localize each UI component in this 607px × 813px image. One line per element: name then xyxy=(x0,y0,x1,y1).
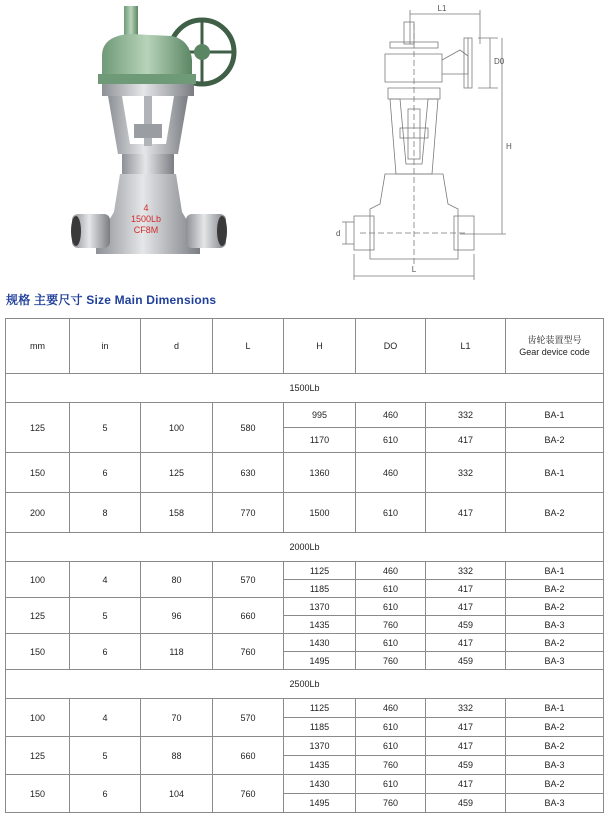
cell-mm: 100 xyxy=(6,699,70,737)
col-h: H xyxy=(284,319,356,374)
cell-l1: 459 xyxy=(426,652,506,670)
table-row xyxy=(6,493,604,533)
marking-size: 4 xyxy=(143,203,149,213)
cell-h: 1370 xyxy=(284,598,356,616)
cell-in: 5 xyxy=(70,403,141,453)
cell-h: 1360 xyxy=(284,453,356,493)
cell-l1: 417 xyxy=(426,634,506,652)
table-row xyxy=(6,598,604,616)
cell-h: 995 xyxy=(284,403,356,428)
col-gear-code-en: Gear device code xyxy=(519,347,590,357)
col-in: in xyxy=(70,319,141,374)
col-gear-code-cn: 齿轮装置型号 xyxy=(527,335,582,345)
cell-do: 610 xyxy=(356,718,426,737)
cell-do: 610 xyxy=(356,598,426,616)
cell-d: 80 xyxy=(141,562,213,598)
cell-l1: 459 xyxy=(426,756,506,775)
cell-l1: 417 xyxy=(426,737,506,756)
cell-l: 570 xyxy=(213,562,284,598)
cell-code: BA-2 xyxy=(506,598,604,616)
cell-l1: 417 xyxy=(426,598,506,616)
cell-l: 580 xyxy=(213,403,284,453)
cell-mm: 150 xyxy=(6,453,70,493)
cell-code: BA-2 xyxy=(506,775,604,794)
cell-h: 1435 xyxy=(284,616,356,634)
cell-h: 1370 xyxy=(284,737,356,756)
col-l: L xyxy=(213,319,284,374)
cell-l: 760 xyxy=(213,634,284,670)
cell-do: 760 xyxy=(356,616,426,634)
cell-mm: 150 xyxy=(6,634,70,670)
table-row xyxy=(6,699,604,718)
cell-l1: 417 xyxy=(426,493,506,533)
cell-code: BA-1 xyxy=(506,562,604,580)
cell-do: 760 xyxy=(356,756,426,775)
cell-d: 118 xyxy=(141,634,213,670)
cell-do: 610 xyxy=(356,775,426,794)
cell-h: 1170 xyxy=(284,428,356,453)
group-label: 1500Lb xyxy=(6,374,604,403)
cell-code: BA-3 xyxy=(506,616,604,634)
cell-in: 5 xyxy=(70,737,141,775)
cell-do: 610 xyxy=(356,428,426,453)
cell-l1: 332 xyxy=(426,453,506,493)
dimension-drawing xyxy=(330,4,545,284)
cell-l1: 417 xyxy=(426,775,506,794)
label-d0: D0 xyxy=(494,57,505,66)
label-l: L xyxy=(411,265,417,274)
col-gear-code xyxy=(506,319,604,374)
cell-code: BA-1 xyxy=(506,453,604,493)
group-label: 2000Lb xyxy=(6,533,604,562)
cell-h: 1500 xyxy=(284,493,356,533)
cell-do: 610 xyxy=(356,493,426,533)
label-l1: L1 xyxy=(437,4,447,13)
cell-l1: 459 xyxy=(426,616,506,634)
cell-do: 460 xyxy=(356,403,426,428)
cell-l1: 417 xyxy=(426,428,506,453)
col-l1: L1 xyxy=(426,319,506,374)
label-d: d xyxy=(336,229,341,238)
cell-code: BA-3 xyxy=(506,756,604,775)
dimensions-table xyxy=(5,318,604,813)
cell-d: 88 xyxy=(141,737,213,775)
cell-l1: 417 xyxy=(426,718,506,737)
cell-l: 570 xyxy=(213,699,284,737)
table-row xyxy=(6,634,604,652)
cell-do: 610 xyxy=(356,634,426,652)
cell-l1: 332 xyxy=(426,699,506,718)
valve-photo xyxy=(62,4,238,262)
cell-in: 8 xyxy=(70,493,141,533)
cell-d: 100 xyxy=(141,403,213,453)
cell-d: 104 xyxy=(141,775,213,813)
cell-l: 770 xyxy=(213,493,284,533)
cell-h: 1435 xyxy=(284,756,356,775)
cell-d: 96 xyxy=(141,598,213,634)
cell-h: 1430 xyxy=(284,634,356,652)
cell-h: 1185 xyxy=(284,580,356,598)
cell-do: 760 xyxy=(356,794,426,813)
cell-h: 1430 xyxy=(284,775,356,794)
cell-in: 6 xyxy=(70,634,141,670)
table-row xyxy=(6,775,604,794)
cell-h: 1125 xyxy=(284,562,356,580)
col-d: d xyxy=(141,319,213,374)
cell-code: BA-2 xyxy=(506,737,604,756)
cell-do: 610 xyxy=(356,580,426,598)
cell-do: 760 xyxy=(356,652,426,670)
cell-do: 460 xyxy=(356,699,426,718)
cell-code: BA-2 xyxy=(506,428,604,453)
cell-d: 125 xyxy=(141,453,213,493)
cell-l: 760 xyxy=(213,775,284,813)
section-title: 规格 主要尺寸 Size Main Dimensions xyxy=(6,293,217,307)
cell-h: 1185 xyxy=(284,718,356,737)
header-row xyxy=(6,319,604,374)
cell-mm: 125 xyxy=(6,737,70,775)
cell-h: 1495 xyxy=(284,652,356,670)
cell-mm: 125 xyxy=(6,403,70,453)
cell-l1: 332 xyxy=(426,403,506,428)
cell-mm: 150 xyxy=(6,775,70,813)
cell-do: 460 xyxy=(356,562,426,580)
cell-in: 4 xyxy=(70,699,141,737)
marking-class: 1500Lb xyxy=(130,214,162,224)
table-row xyxy=(6,403,604,428)
col-mm: mm xyxy=(6,319,70,374)
cell-l1: 417 xyxy=(426,580,506,598)
cell-h: 1125 xyxy=(284,699,356,718)
table-row xyxy=(6,737,604,756)
cell-d: 70 xyxy=(141,699,213,737)
cell-code: BA-1 xyxy=(506,403,604,428)
cell-in: 6 xyxy=(70,453,141,493)
cell-h: 1495 xyxy=(284,794,356,813)
cell-do: 460 xyxy=(356,453,426,493)
group-label: 2500Lb xyxy=(6,670,604,699)
cell-d: 158 xyxy=(141,493,213,533)
cell-code: BA-2 xyxy=(506,634,604,652)
label-h: H xyxy=(506,142,512,151)
cell-code: BA-3 xyxy=(506,652,604,670)
cell-code: BA-1 xyxy=(506,699,604,718)
cell-in: 4 xyxy=(70,562,141,598)
cell-do: 610 xyxy=(356,737,426,756)
cell-l1: 332 xyxy=(426,562,506,580)
cell-code: BA-3 xyxy=(506,794,604,813)
col-do: DO xyxy=(356,319,426,374)
cell-l: 660 xyxy=(213,737,284,775)
cell-code: BA-2 xyxy=(506,493,604,533)
cell-mm: 100 xyxy=(6,562,70,598)
cell-l: 660 xyxy=(213,598,284,634)
cell-mm: 200 xyxy=(6,493,70,533)
table-row xyxy=(6,453,604,493)
cell-mm: 125 xyxy=(6,598,70,634)
cell-code: BA-2 xyxy=(506,718,604,737)
cell-in: 6 xyxy=(70,775,141,813)
cell-l: 630 xyxy=(213,453,284,493)
marking-material: CF8M xyxy=(133,225,159,235)
cell-in: 5 xyxy=(70,598,141,634)
cell-l1: 459 xyxy=(426,794,506,813)
cell-code: BA-2 xyxy=(506,580,604,598)
table-row xyxy=(6,562,604,580)
